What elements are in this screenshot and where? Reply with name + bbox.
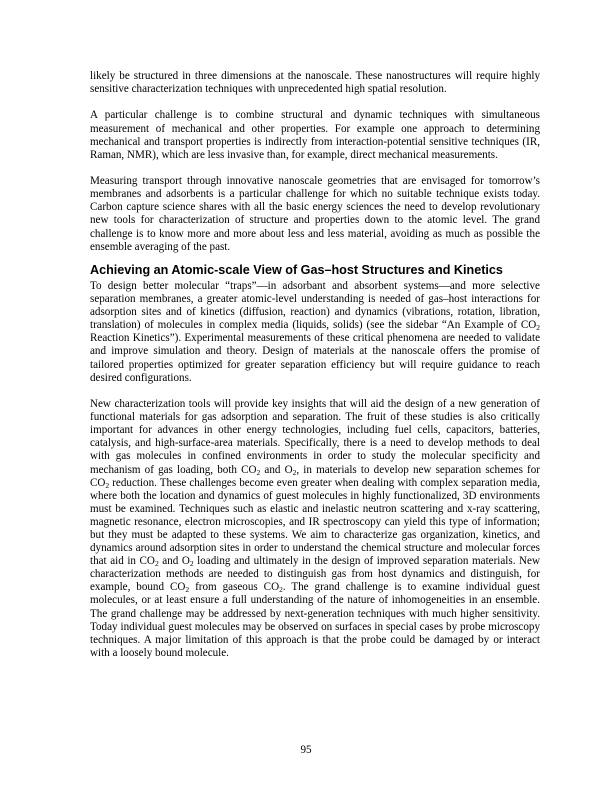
- text-run: To design better molecular “traps”—in adsorbant and absorbent systems—and more selective separation membranes, a greater atomic-level understanding is needed of gas–host interactions for adsorption sites and of kinetics (diffusion, reaction) and dynamics (vibrations, rotation, libration, translation) of molecules in complex media (liquids, solids) (see the sidebar “An Example of CO: [90, 280, 540, 332]
- subscript: 2: [292, 467, 297, 477]
- paragraph-2: A particular challenge is to combine structural and dynamic techniques with simultaneous measurement of mechanical and other properties. For example one approach to determining mechanical and transport properties is indirectly from interaction-potential sensitive techniques (IR, Raman, NMR), which are less invasive than, for example, direct mechanical measurements.: [90, 109, 540, 161]
- subscript: 2: [536, 323, 540, 333]
- text-run: from gaseous CO: [189, 581, 280, 594]
- text-run: New characterization tools will provide key insights that will aid the design of a new generation of functional materials for gas adsorption and separation. The fruit of these studies is also critically important for advances in other energy technologies, including fuel cells, capacitors, batteries, catalysis, and high-surface-area materials. Specifically, there is a need to develop methods to deal with gas molecules in confined environments in order to study the molecular specificity and mechanism of gas loading, both CO: [90, 398, 540, 476]
- text-run: Reaction Kinetics”). Experimental measurements of these critical phenomena are needed to validate and improve simulation and theory. Design of materials at the nanoscale offers the promise of tailored properties optimized for greater separation efficiency but will require guidance to reach desired configurations.: [90, 332, 540, 384]
- text-run: and O: [158, 555, 190, 568]
- section-heading: Achieving an Atomic-scale View of Gas–host Structures and Kinetics: [90, 263, 503, 278]
- paragraph-5: [90, 398, 540, 660]
- page-number: 95: [300, 744, 312, 756]
- text-run: and O: [260, 463, 293, 476]
- text-run: loading and ultimately in the design of improved separation materials. New characterization methods are needed to distinguish gas from host dynamics and distinguish, for example, bound CO: [90, 555, 540, 594]
- subscript: 2: [256, 467, 261, 477]
- paragraph-4: [90, 280, 540, 385]
- subscript: 2: [189, 559, 194, 569]
- text-run: . The grand challenge is to examine individual guest molecules, or at least ensure a full understanding of the nature of inhomogeneities in an ensemble. The grand challenge may be addressed by next-generation techniques with much higher sensitivity. Today individual guest molecules may be observed on surfaces in special cases by probe microscopy techniques. A major limitation of this approach is that the probe could be damaged by or interact with a loosely bound molecule.: [90, 581, 541, 659]
- document-body: [90, 70, 540, 673]
- paragraph-3: Measuring transport through innovative nanoscale geometries that are envisaged for tomorrow’s membranes and adsorbents is a particular challenge for which no suitable technique exists today. Carbon capture science shares with all the basic energy sciences the need to develop revolutionary new tools for characterization of structure and properties down to the atomic level. The grand challenge is to know more and more about less and less material, avoiding as much as possible the ensemble averaging of the past.: [90, 175, 540, 253]
- text-run: reduction. These challenges become even greater when dealing with complex separation media, where both the location and dynamics of guest molecules in highly functionalized, 3D environments must be examined. Techniques such as elastic and inelastic neutron scattering and x-ray scattering, magnetic resonance, electron microscopies, and IR spectroscopy can yield this type of information; but they must be adapted to these systems. We aim to characterize gas organization, kinetics, and dynamics around adsorption sites in order to understand the chemical structure and molecular forces that aid in CO: [90, 476, 540, 568]
- subscript: 2: [185, 585, 190, 595]
- text-run: , in materials to develop new separation schemes for CO: [90, 463, 540, 489]
- paragraph-1: likely be structured in three dimensions at the nanoscale. These nanostructures will require highly sensitive characterization techniques with unprecedented high spatial resolution.: [90, 70, 540, 96]
- subscript: 2: [279, 585, 283, 595]
- subscript: 2: [154, 559, 159, 569]
- subscript: 2: [105, 480, 110, 490]
